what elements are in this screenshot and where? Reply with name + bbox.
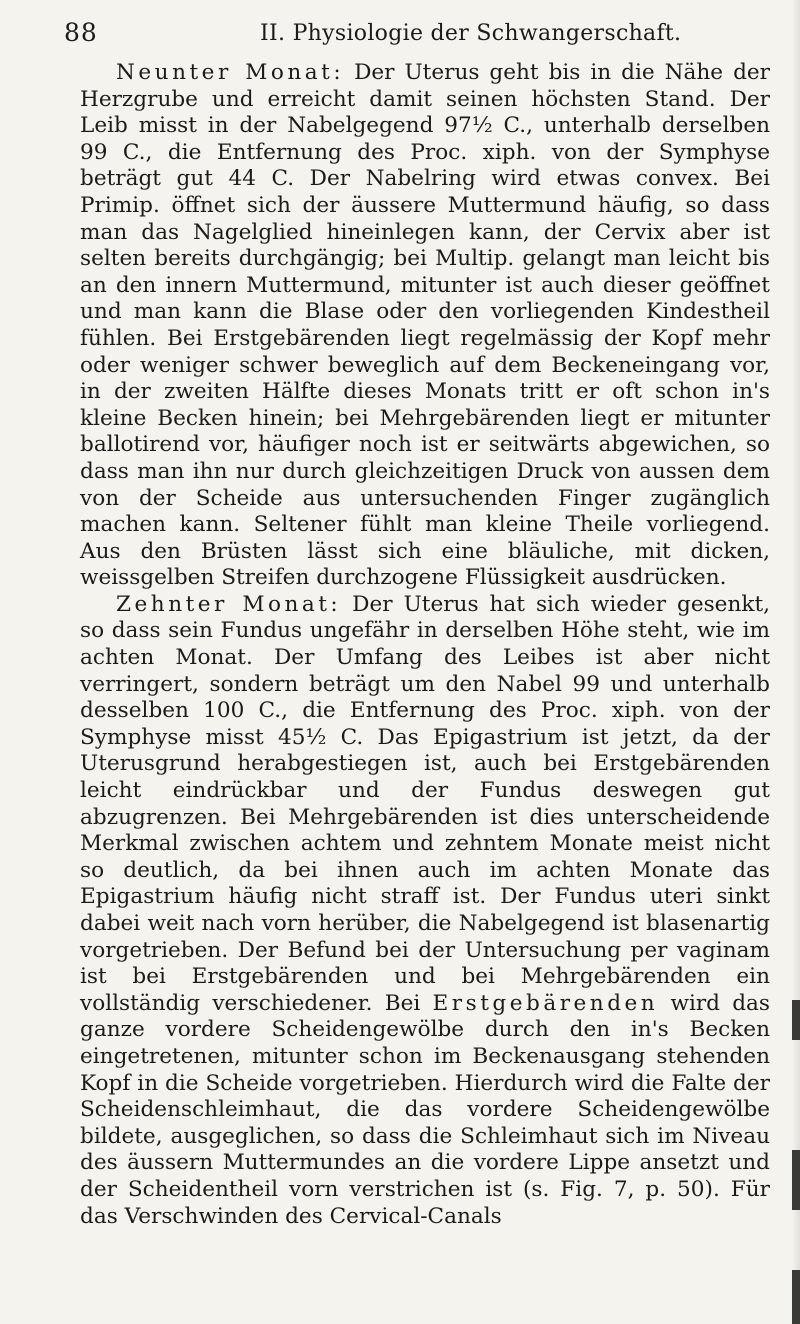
paragraph-tenth-month <box>80 592 770 1230</box>
page-header <box>64 18 784 52</box>
section-lead-ninth-month: Neunter Monat: <box>116 60 345 85</box>
paragraph-ninth-month <box>80 60 770 592</box>
edge-mark <box>792 1150 800 1210</box>
paragraph-text-continued: wird das ganze vordere Scheidengewölbe durch den in's Becken eingetretenen, mitunter schon im Beckenausgang stehenden Kopf in die Scheide vorgetrieben. Hierdurch wird die Falte der Scheidenschleimhaut, die das vordere Scheidengewölbe bildete, ausgeglichen, so dass die Schleimhaut sich im Niveau des äussern Muttermundes an die vordere Lippe ansetzt und der Scheidentheil vorn verstrichen ist (s. Fig. 7, p. 50). Für das Verschwinden des Cervical-Canals <box>80 990 771 1229</box>
edge-mark <box>792 1000 800 1040</box>
body-text <box>80 60 770 1230</box>
paragraph-text: Der Uterus geht bis in die Nähe der Herzgrube und erreicht damit seinen höchsten Stand. Der Leib misst in der Nabelgegend 97½ C., unterhalb derselben 99 C., die Entfernung des Proc. xiph. von der Symphyse beträgt gut 44 C. Der Nabelring wird etwas convex. Bei Primip. öffnet sich der äussere Muttermund häufig, so dass man das Nagelglied hineinlegen kann, der Cervix aber ist selten bereits durchgängig; bei Multip. gelangt man leicht bis an den innern Muttermund, mitunter ist auch dieser geöffnet und man kann die Blase oder den vorliegenden Kindestheil fühlen. Bei Erstgebärenden liegt regelmässig der Kopf mehr oder weniger schwer beweglich auf dem Beckeneingang vor, in der zweiten Hälfte dieses Monats tritt er oft schon in's kleine Becken hinein; bei Mehrgebärenden liegt er mitunter ballotirend vor, häufiger noch ist er seitwärts abgewichen, so dass man ihn nur durch gleichzeitigen Druck von aussen dem von der Scheide aus untersuchenden Finger zugänglich machen kann. Seltener fühlt man kleine Theile vorliegend. Aus den Brüsten lässt sich eine bläuliche, mit dicken, weissgelben Streifen durchzogene Flüssigkeit ausdrücken. <box>80 60 770 591</box>
page-number: 88 <box>64 18 98 47</box>
edge-mark <box>792 1270 800 1324</box>
paragraph-text: Der Uterus hat sich wieder gesenkt, so dass sein Fundus ungefähr in derselben Höhe steht, wie im achten Monat. Der Umfang des Leibes ist aber nicht verringert, sondern beträgt um den Nabel 99 und unterhalb desselben 100 C., die Entfernung des Proc. xiph. von der Symphyse misst 45½ C. Das Epigastrium ist jetzt, da der Uterusgrund herabgestiegen ist, auch bei Erstgebärenden leicht eindrückbar und der Fundus deswegen gut abzugrenzen. Bei Mehrgebärenden ist dies unterscheidende Merkmal zwischen achtem und zehntem Monate meist nicht so deutlich, da bei ihnen auch im achten Monate das Epigastrium häufig nicht straff ist. Der Fundus uteri sinkt dabei weit nach vorn herüber, die Nabelgegend ist blasenartig vorgetrieben. Der Befund bei der Untersuchung per vaginam ist bei Erstgebärenden und bei Mehrgebärenden ein vollständig verschiedener. Bei <box>80 591 770 1016</box>
section-lead-tenth-month: Zehnter Monat: <box>116 591 342 617</box>
page-edge-shadow <box>792 0 800 1324</box>
emphasized-term: Erstgebärenden <box>432 990 659 1016</box>
running-head: II. Physiologie der Schwangerschaft. <box>260 21 682 46</box>
